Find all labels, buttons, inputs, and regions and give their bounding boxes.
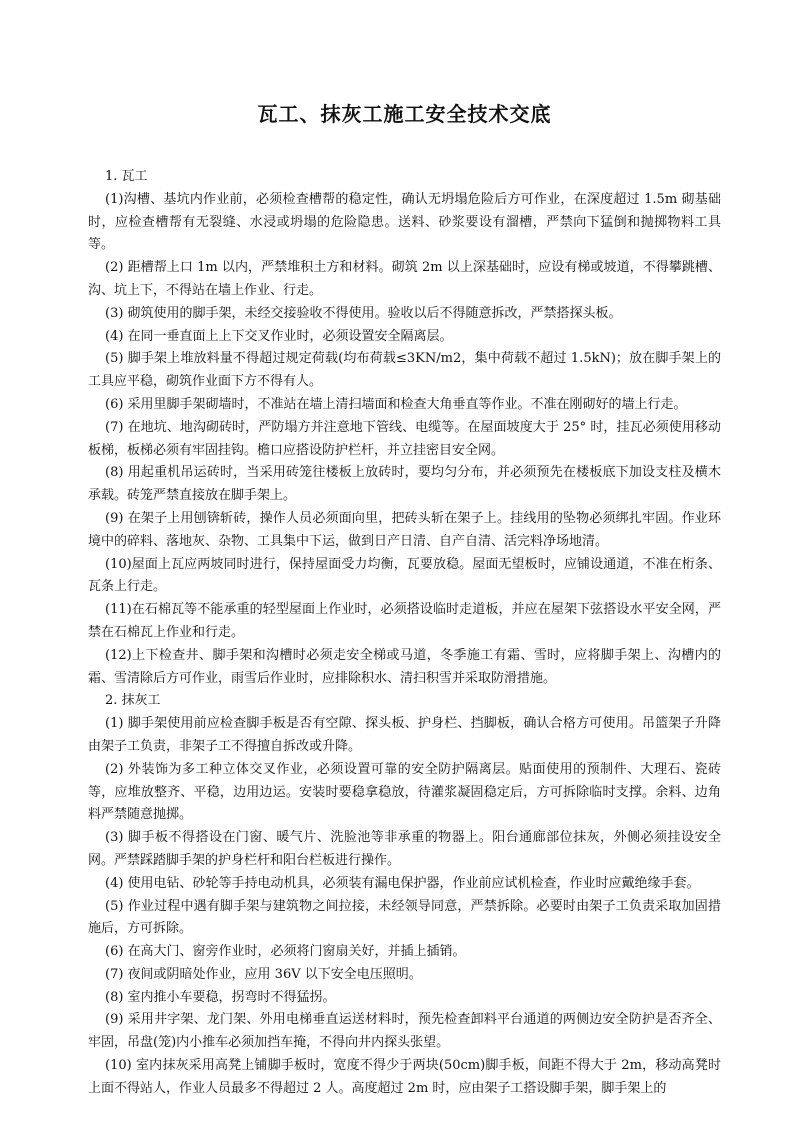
section-plastering: [88, 690, 721, 1100]
section-heading-plastering: 2. 抹灰工: [105, 693, 161, 709]
plastering-item-10: (10) 室内抹灰采用高凳上铺脚手板时，宽度不得少于两块(50cm)脚手板，间距不得大于 2m，移动高凳时上面不得站人，作业人员最多不得超过 2 人。高度超过 2m 时，应由架子工搭设脚手架，脚手架上的: [88, 1058, 721, 1096]
plastering-item-4: (4) 使用电钻、砂轮等手持电动机具，必须装有漏电保护器，作业前应试机检查，作业时应戴绝缘手套。: [105, 875, 700, 891]
masonry-item-10: (10)屋面上瓦应两坡同时进行，保持屋面受力均衡，瓦要放稳。屋面无望板时，应铺设通道，不准在桁条、瓦条上行走。: [88, 556, 721, 595]
section-masonry: [88, 166, 721, 690]
masonry-item-11: (11)在石棉瓦等不能承重的轻型屋面上作业时，必须搭设临时走道板，并应在屋架下弦搭设水平安全网，严禁在石棉瓦上作业和行走。: [88, 602, 721, 640]
masonry-item-9: (9) 在架子上用刨锛斩砖，操作人员必须面向里，把砖头斩在架子上。挂线用的坠物必须绑扎牢固。作业环境中的碎料、落地灰、杂物、工具集中下运，做到日产日清、自产自清、活完料净场地清。: [88, 510, 721, 549]
plastering-item-7: (7) 夜间或阴暗处作业，应用 36V 以下安全电压照明。: [105, 966, 422, 982]
plastering-item-6: (6) 在高大门、窗旁作业时，必须将门窗扇关好，并插上插销。: [105, 944, 466, 960]
masonry-item-4: (4) 在同一垂直面上上下交叉作业时，必须设置安全隔离层。: [105, 328, 453, 344]
section-heading-masonry: 1. 瓦工: [105, 169, 148, 184]
masonry-item-1: (1)沟槽、基坑内作业前，必须检查槽帮的稳定性，确认无坍塌危险后方可作业，在深度超过 1.5m 砌基础时，应检查槽帮有无裂缝、水浸或坍塌的危险隐患。送料、砂浆要设有溜槽，严禁向下猛倒和抛掷物料工具等。: [88, 191, 721, 253]
masonry-item-7: (7) 在地坑、地沟砌砖时，严防塌方并注意地下管线、电缆等。在屋面坡度大于 25° 时，挂瓦必须使用移动板梯，板梯必须有牢固挂钩。檐口应搭设防护栏杆，并立挂密目安全网。: [88, 419, 721, 458]
document-title: 瓦工、抹灰工施工安全技术交底: [257, 102, 552, 126]
masonry-item-6: (6) 采用里脚手架砌墙时，不准站在墙上清扫墙面和检查大角垂直等作业。不准在刚砌好的墙上行走。: [105, 396, 687, 412]
plastering-item-9: (9) 采用井字架、龙门架、外用电梯垂直运送材料时，预先检查卸料平台通道的两侧边安全防护是否齐全、牢固，吊盘(笼)内小推车必须加挡车掩，不得向井内探头张望。: [88, 1012, 721, 1051]
plastering-item-5: (5) 作业过程中遇有脚手架与建筑物之间拉接，未经领导同意，严禁拆除。必要时由架子工负责采取加固措施后，方可拆除。: [88, 898, 721, 937]
plastering-item-8: (8) 室内推小车要稳，拐弯时不得猛拐。: [105, 989, 336, 1005]
masonry-item-12: (12)上下检查井、脚手架和沟槽时必须走安全梯或马道，冬季施工有霜、雪时，应将脚手架上、沟槽内的霜、雪清除后方可作业，雨雪后作业时，应排除积水、清扫积雪并采取防滑措施。: [88, 647, 721, 686]
masonry-item-2: (2) 距槽帮上口 1m 以内，严禁堆积土方和材料。砌筑 2m 以上深基础时，应设有梯或坡道，不得攀跳槽、沟、坑上下，不得站在墙上作业、行走。: [88, 260, 721, 298]
plastering-item-2: (2) 外装饰为多工种立体交叉作业，必须设置可靠的安全防护隔离层。贴面使用的预制件、大理石、瓷砖等，应堆放整齐、平稳，边用边运。安装时要稳拿稳放，待灌浆凝固稳定后，方可拆除临时支撑。余料、边角料严禁随意抛掷。: [88, 761, 721, 823]
plastering-item-1: (1) 脚手架使用前应检查脚手板是否有空隙、探头板、护身栏、挡脚板，确认合格方可使用。吊篮架子升降由架子工负责，非架子工不得擅自拆改或升降。: [88, 716, 721, 754]
plastering-item-3: (3) 脚手板不得搭设在门窗、暖气片、洗脸池等非承重的物器上。阳台通廊部位抹灰，外侧必须挂设安全网。严禁踩踏脚手架的护身栏杆和阳台栏板进行操作。: [88, 830, 721, 868]
masonry-item-5: (5) 脚手架上堆放料量不得超过规定荷载(均布荷载≤3KN/m2，集中荷载不超过 1.5kN)；放在脚手架上的工具应平稳，砌筑作业面下方不得有人。: [88, 351, 721, 390]
masonry-item-3: (3) 砌筑使用的脚手架，未经交接验收不得使用。验收以后不得随意拆改，严禁搭探头板。: [105, 305, 622, 321]
masonry-item-8: (8) 用起重机吊运砖时，当采用砖笼往楼板上放砖时，要均匀分布，并必须预先在楼板底下加设支柱及横木承载。砖笼严禁直接放在脚手架上。: [88, 465, 721, 504]
